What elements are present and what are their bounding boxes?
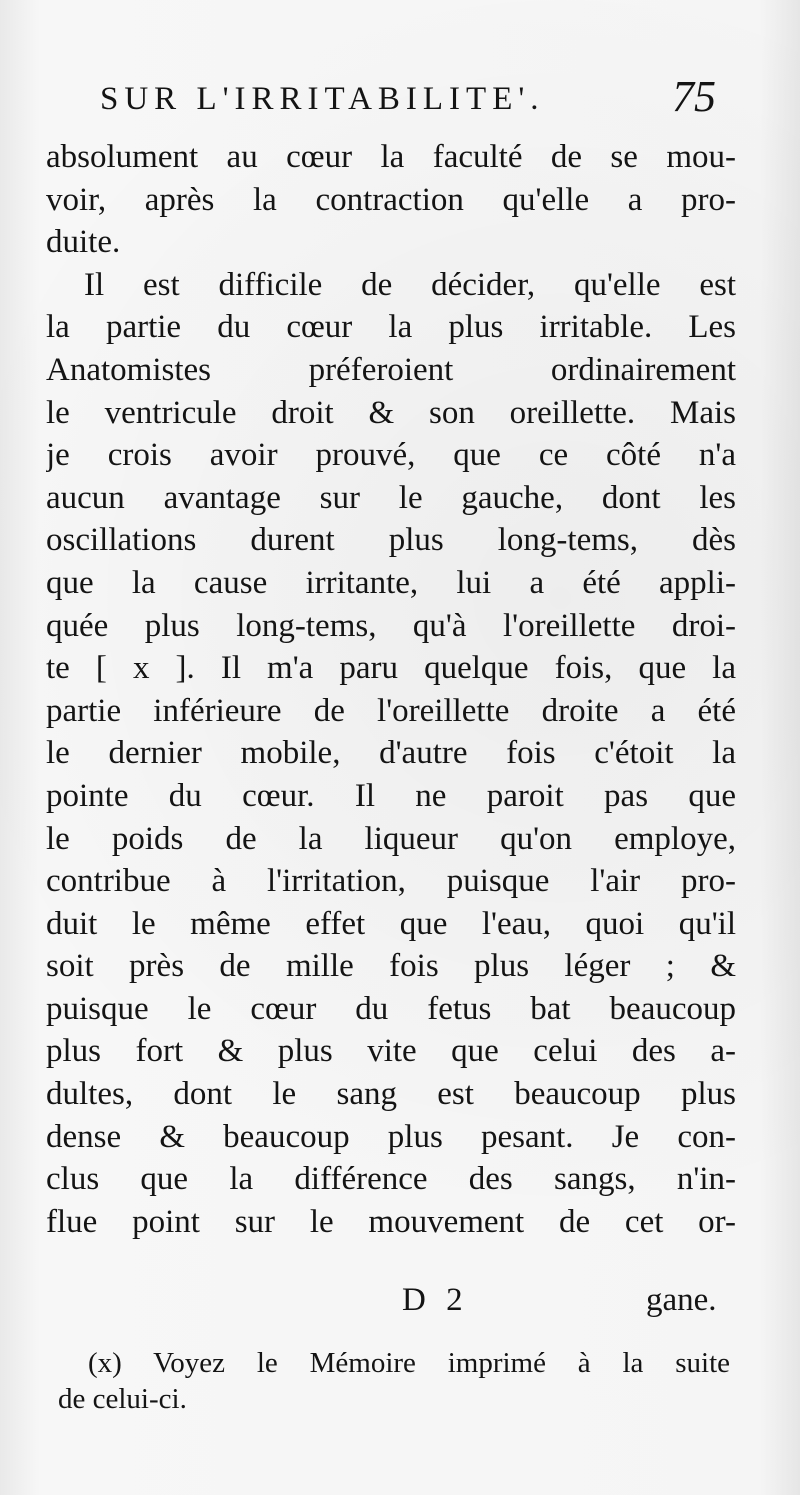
text-line: clus que la différence des sangs, n'in- — [46, 1161, 736, 1198]
footnote — [58, 1345, 730, 1417]
running-head: SUR L'IRRITABILITE'. — [100, 81, 545, 117]
signature-mark: D 2 — [402, 1282, 469, 1318]
text-line: absolument au cœur la faculté de se mou- — [46, 139, 736, 175]
text-line: soit près de mille fois plus léger ; & — [46, 948, 736, 985]
main-text — [46, 136, 736, 1243]
text-line: le ventricule droit & son oreillette. Mais — [46, 394, 736, 431]
paragraph-start-line: Il est difficile de décider, qu'elle est — [84, 266, 736, 303]
text-line: duit le même effet que l'eau, quoi qu'il — [46, 905, 736, 942]
text-line: je crois avoir prouvé, que ce côté n'a — [46, 437, 736, 474]
text-line: la partie du cœur la plus irritable. Les — [46, 309, 736, 346]
catchword: gane. — [646, 1282, 717, 1318]
footnote-line: (x) Voyez le Mémoire imprimé à la suite — [88, 1347, 730, 1379]
text-line: dense & beaucoup plus pesant. Je con- — [46, 1118, 736, 1155]
text-line: voir, après la contraction qu'elle a pro- — [46, 181, 736, 218]
text-line: que la cause irritante, lui a été appli- — [46, 564, 736, 601]
text-line: duite. — [46, 224, 121, 261]
text-line: flue point sur le mouvement de cet or- — [46, 1203, 736, 1240]
text-line: plus fort & plus vite que celui des a- — [46, 1033, 736, 1070]
text-line: quée plus long-tems, qu'à l'oreillette droi- — [46, 607, 736, 644]
text-line: dultes, dont le sang est beaucoup plus — [46, 1076, 736, 1113]
footnote-line: de celui-ci. — [58, 1383, 187, 1415]
text-line: pointe du cœur. Il ne paroit pas que — [46, 777, 736, 814]
text-line: Anatomistes préferoient ordinairement — [46, 351, 736, 388]
text-line: oscillations durent plus long-tems, dès — [46, 522, 736, 559]
text-line: puisque le cœur du fetus bat beaucoup — [46, 990, 736, 1027]
text-line: le poids de la liqueur qu'on employe, — [46, 820, 736, 857]
text-line: aucun avantage sur le gauche, dont les — [46, 479, 736, 516]
text-line: te [ x ]. Il m'a paru quelque fois, que la — [46, 650, 736, 687]
page-number: 75 — [672, 72, 716, 121]
text-line: le dernier mobile, d'autre fois c'étoit la — [46, 735, 736, 772]
text-line: contribue à l'irritation, puisque l'air pro- — [46, 863, 736, 900]
text-line: partie inférieure de l'oreillette droite a été — [46, 692, 736, 729]
